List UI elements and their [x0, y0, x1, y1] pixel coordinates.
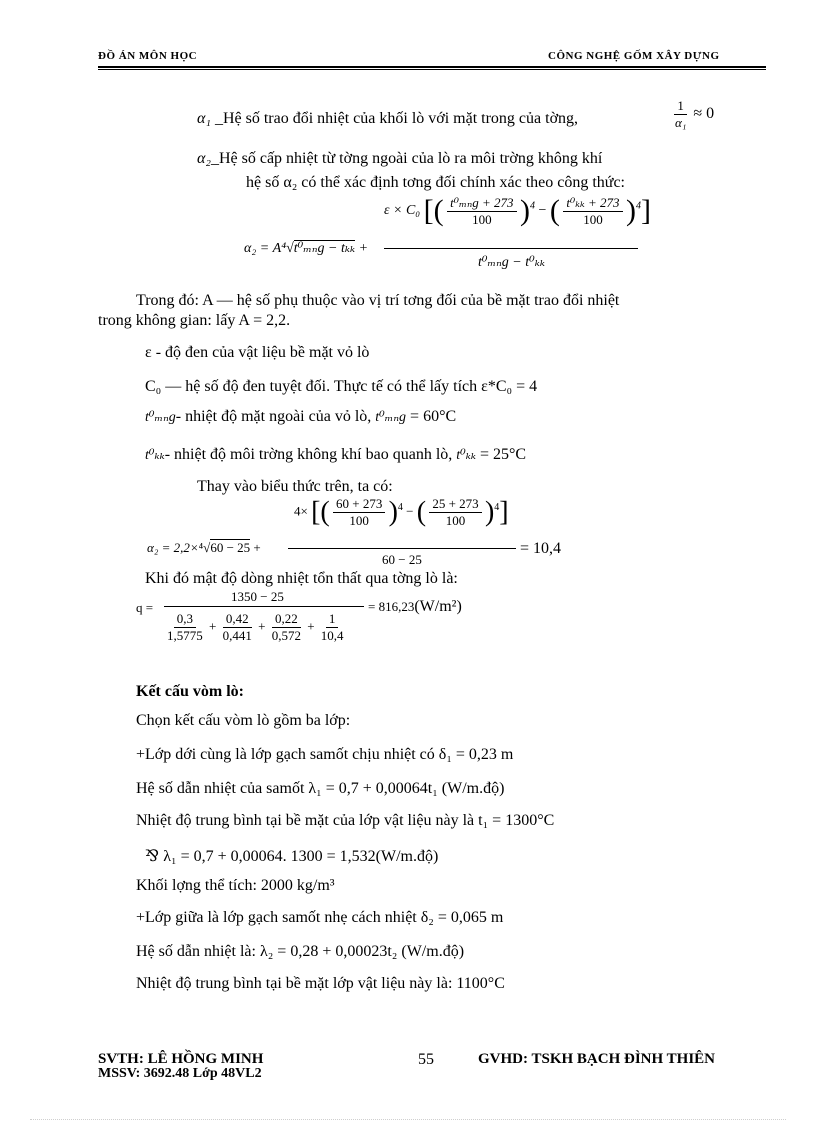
- dome-line-6: Khối lợng thể tích: 2000 kg/m³: [136, 877, 335, 894]
- epsilon-line: ε - độ đen của vật liệu bề mặt vỏ lò: [145, 344, 370, 361]
- header-rule: [98, 66, 766, 68]
- inverse-alpha1-fraction: $\frac{1}{\text{α₁}}$ ≈ 0: [675, 98, 715, 130]
- heat-loss-line: Khi đó mật độ dòng nhiệt tổn thất qua tờng lò là:: [145, 570, 458, 587]
- main-fraction-bar: [384, 248, 638, 249]
- sub-numerator: 4× [( $\frac{60 + 273}{100}$ )$^4$ − ( $\frac{25 + 273}{100}$ )$^4$]: [294, 496, 509, 528]
- footer-student-id: MSSV: 3692.48 Lớp 48VL2: [98, 1066, 262, 1081]
- dome-line-5: ⅋ λ₁ = 0,7 + 0,00064. 1300 = 1,532(W/m.độ): [145, 848, 439, 865]
- dome-line-4: Nhiệt độ trung bình tại bề mặt của lớp vật liệu này là t₁ = 1300°C: [136, 812, 555, 829]
- tkk-line: t⁰ₖₖ- nhiệt độ môi trờng không khí bao quanh lò, t⁰ₖₖ = 25°C: [145, 446, 527, 463]
- sub-denominator: 60 − 25: [382, 552, 422, 567]
- dome-line-3: Hệ số dẫn nhiệt của samốt λ₁ = 0,7 + 0,00064t₁ (W/m.độ): [136, 780, 505, 797]
- footer-student: SVTH: LÊ HỒNG MINH: [98, 1051, 264, 1067]
- alpha2-intro: hệ số α₂ có thể xác định tơng đối chính xác theo công thức:: [246, 174, 625, 191]
- q-fraction-bar: [164, 606, 364, 607]
- page-bottom-border: [30, 1119, 786, 1120]
- footer-advisor: GVHD: TSKH BẠCH ĐÌNH THIÊN: [478, 1051, 715, 1067]
- where-line-1: Trong đó: A — hệ số phụ thuộc vào vị trí tơng đối của bề mặt trao đổi nhiệt: [136, 292, 620, 309]
- q-result: = 816,23(W/m²): [368, 598, 462, 615]
- dome-line-7: +Lớp giữa là lớp gạch samốt nhẹ cách nhiệt δ₂ = 0,065 m: [136, 909, 504, 926]
- c0-line: C₀ — hệ số độ đen tuyệt đối. Thực tế có thể lấy tích ε*C₀ = 4: [145, 378, 538, 395]
- substitute-line: Thay vào biểu thức trên, ta có:: [197, 478, 393, 495]
- header-left: ĐỒ ÁN MÔN HỌC: [98, 50, 198, 62]
- sub-fraction-bar: [288, 548, 516, 549]
- page-number: 55: [418, 1051, 434, 1068]
- where-line-2: trong không gian: lấy A = 2,2.: [98, 312, 291, 329]
- dome-line-8: Hệ số dẫn nhiệt là: λ₂ = 0,28 + 0,00023t₂ (W/m.độ): [136, 943, 465, 960]
- header-rule-thin: [98, 69, 766, 70]
- formula-numerator: ε × C₀ [( $\frac{\text{t⁰ₘₙg + 273}}{100}$ )$^4$ − ( $\frac{\text{t⁰ₖₖ + 273}}{100}$ )$^4$]: [384, 194, 651, 227]
- alpha2-line: α₂_Hệ số cấp nhiệt từ tờng ngoài của lò ra môi trờng không khí: [197, 150, 603, 167]
- dome-line-2: +Lớp dới cùng là lớp gạch samốt chịu nhiệt có δ₁ = 0,23 m: [136, 746, 514, 763]
- dome-title: Kết cấu vòm lò:: [136, 683, 244, 700]
- formula-denominator: t⁰ₘₙg − t⁰ₖₖ: [478, 255, 545, 270]
- header-right: CÔNG NGHỆ GỐM XÂY DỰNG: [548, 50, 720, 62]
- alpha1-line: α₁ _Hệ số trao đổi nhiệt của khối lò với mặt trong của tờng,: [197, 110, 579, 127]
- formula-lhs: α₂ = A⁴√t⁰ₘₙg − tₖₖ +: [244, 241, 369, 256]
- dome-line-9: Nhiệt độ trung bình tại bề mặt lớp vật liệu này là: 1100°C: [136, 975, 505, 992]
- sub-formula-lhs: α₂ = 2,2×⁴√60 − 25 +: [147, 540, 261, 555]
- tmng-line: t⁰ₘₙg- nhiệt độ mặt ngoài của vỏ lò, t⁰ₘₙg = 60°C: [145, 408, 457, 425]
- q-lhs: q =: [136, 600, 154, 615]
- q-denominator: $\frac{0,3}{1,5775}$ + $\frac{0,42}{0,441}$ + $\frac{0,22}{0,572}$ + $\frac{1}{10,4}$: [167, 611, 344, 643]
- q-numerator: 1350 − 25: [231, 589, 284, 604]
- alpha2-result: = 10,4: [520, 540, 562, 557]
- dome-line-1: Chọn kết cấu vòm lò gồm ba lớp:: [136, 712, 351, 729]
